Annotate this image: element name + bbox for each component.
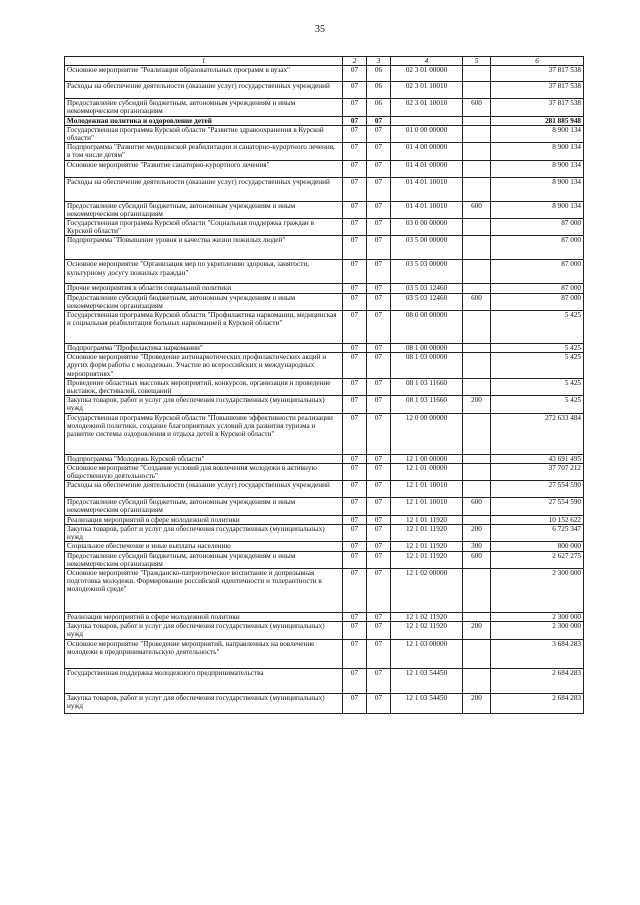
cell-section: 07 [343,82,367,99]
cell-section: 07 [343,311,367,344]
cell-amount: 8 900 134 [491,177,584,201]
cell-amount: 87 000 [491,293,584,310]
cell-amount: 3 684 283 [491,639,584,668]
cell-expense-type [463,639,491,668]
cell-expense-type [463,612,491,621]
cell-subsection: 07 [367,293,391,310]
cell-section: 07 [343,143,367,160]
cell-expense-type [463,413,491,454]
cell-section: 07 [343,284,367,293]
cell-target-article: 12 0 00 00000 [391,413,463,454]
cell-subsection: 07 [367,116,391,125]
cell-section: 07 [343,99,367,116]
cell-amount: 8 900 134 [491,160,584,177]
cell-amount: 5 425 [491,344,584,353]
cell-section: 07 [343,668,367,693]
cell-amount: 2 684 283 [491,693,584,713]
cell-subsection: 06 [367,66,391,82]
cell-section: 07 [343,116,367,125]
cell-amount: 87 000 [491,284,584,293]
cell-subsection: 07 [367,524,391,541]
cell-target-article: 01 0 00 00000 [391,125,463,142]
cell-subsection: 07 [367,344,391,353]
cell-subsection: 07 [367,413,391,454]
table-row [65,201,584,218]
cell-section: 07 [343,353,367,379]
cell-subsection: 07 [367,612,391,621]
cell-target-article: 03 5 03 12460 [391,293,463,310]
cell-subsection: 07 [367,260,391,284]
cell-expense-type [463,260,491,284]
cell-subsection: 07 [367,515,391,524]
cell-name: Закупка товаров, работ и услуг для обеспечения государственных (муниципальных) нужд [65,622,343,639]
cell-section: 07 [343,236,367,260]
cell-name: Закупка товаров, работ и услуг для обеспечения государственных (муниципальных) нужд [65,524,343,541]
table-row [65,622,584,639]
table-row [65,481,584,498]
cell-subsection: 07 [367,693,391,713]
table-row [65,568,584,612]
cell-section: 07 [343,396,367,413]
cell-target-article: 12 1 01 11920 [391,542,463,551]
budget-table [64,56,584,714]
cell-section: 07 [343,498,367,515]
column-header-name: 1 [65,57,343,66]
cell-target-article: 12 1 01 10010 [391,498,463,515]
cell-expense-type [463,454,491,463]
column-header-sum: 6 [491,57,584,66]
cell-expense-type: 300 [463,542,491,551]
cell-amount: 8 900 134 [491,125,584,142]
cell-amount: 37 707 212 [491,463,584,480]
cell-subsection: 07 [367,125,391,142]
cell-subsection: 07 [367,568,391,612]
cell-name: Расходы на обеспечение деятельности (оказание услуг) государственных учреждений [65,82,343,99]
cell-expense-type [463,568,491,612]
cell-subsection: 07 [367,463,391,480]
cell-section: 07 [343,515,367,524]
cell-name: Основное мероприятие "Гражданско-патриотическое воспитание и допризывная подготовка молодежи. Формирование российской идентичности и толерантности в молодежной среде" [65,568,343,612]
cell-expense-type [463,236,491,260]
cell-name: Расходы на обеспечение деятельности (оказание услуг) государственных учреждений [65,481,343,498]
cell-section: 07 [343,551,367,568]
table-row [65,378,584,395]
cell-expense-type: 200 [463,622,491,639]
cell-target-article: 12 1 01 00000 [391,463,463,480]
cell-amount: 281 885 948 [491,116,584,125]
cell-expense-type: 200 [463,693,491,713]
cell-amount: 37 817 538 [491,99,584,116]
cell-target-article: 08 1 00 00000 [391,344,463,353]
cell-expense-type: 600 [463,551,491,568]
cell-expense-type [463,463,491,480]
cell-subsection: 07 [367,551,391,568]
table-row [65,413,584,454]
cell-amount: 2 300 000 [491,568,584,612]
table-row [65,82,584,99]
cell-amount: 8 900 134 [491,201,584,218]
cell-target-article: 12 1 01 11920 [391,551,463,568]
cell-subsection: 07 [367,396,391,413]
cell-name: Основное мероприятие "Проведение антинаркотических профилактических акций и других форм работы с молодежью. Участие во всероссийских и международных мероприятиях" [65,353,343,379]
cell-section: 07 [343,293,367,310]
cell-target-article: 02 3 01 10010 [391,82,463,99]
page-number: 35 [315,24,325,35]
cell-section: 07 [343,66,367,82]
cell-name: Расходы на обеспечение деятельности (оказание услуг) государственных учреждений [65,177,343,201]
table-row [65,99,584,116]
cell-amount: 800 000 [491,542,584,551]
cell-subsection: 07 [367,353,391,379]
table-row [65,515,584,524]
cell-amount: 6 725 347 [491,524,584,541]
cell-target-article: 02 3 01 10010 [391,99,463,116]
cell-target-article: 08 1 03 00000 [391,353,463,379]
cell-subsection: 07 [367,454,391,463]
cell-subsection: 07 [367,481,391,498]
cell-amount: 87 000 [491,260,584,284]
cell-expense-type: 600 [463,201,491,218]
column-header-rz: 2 [343,57,367,66]
table-row [65,284,584,293]
table-header-row [65,57,584,66]
table-row [65,353,584,379]
cell-name: Подпрограмма "Профилактика наркомании" [65,344,343,353]
cell-name: Основное мероприятие "Организация мер по укреплению здоровья, занятости, культурному досугу пожилых граждан" [65,260,343,284]
cell-target-article: 12 1 02 11920 [391,612,463,621]
cell-section: 07 [343,378,367,395]
cell-name: Подпрограмма "Развитие медицинской реабилитации и санаторно-курортного лечения, в том числе детям" [65,143,343,160]
cell-expense-type [463,143,491,160]
cell-name: Государственная программа Курской области "Повышение эффективности реализации молодежной политики, создание благоприятных условий для развития туризма и развитие системы оздоровления и отдыха детей в Курской области" [65,413,343,454]
cell-expense-type [463,66,491,82]
cell-expense-type [463,481,491,498]
cell-subsection: 07 [367,622,391,639]
cell-subsection: 07 [367,236,391,260]
cell-target-article: 01 4 00 00000 [391,143,463,160]
cell-expense-type [463,344,491,353]
cell-name: Государственная программа Курской области "Профилактика наркомании, медицинская и социальная реабилитация больных наркоманией в Курской области" [65,311,343,344]
cell-amount: 37 817 538 [491,82,584,99]
cell-section: 07 [343,463,367,480]
cell-expense-type [463,160,491,177]
cell-name: Государственная программа Курской области "Социальная поддержка граждан в Курской области" [65,219,343,236]
table-row [65,693,584,713]
cell-expense-type: 600 [463,99,491,116]
cell-section: 07 [343,177,367,201]
table-row [65,219,584,236]
cell-section: 07 [343,622,367,639]
table-row [65,260,584,284]
cell-target-article: 01 4 01 10010 [391,177,463,201]
cell-expense-type [463,177,491,201]
cell-section: 07 [343,524,367,541]
cell-amount: 2 300 000 [491,612,584,621]
cell-expense-type [463,378,491,395]
cell-expense-type: 200 [463,396,491,413]
table-body [65,66,584,713]
cell-expense-type [463,284,491,293]
table-row [65,396,584,413]
cell-subsection: 07 [367,378,391,395]
table-row [65,177,584,201]
cell-target-article: 08 1 03 11660 [391,378,463,395]
cell-section: 07 [343,454,367,463]
cell-amount: 27 554 590 [491,498,584,515]
cell-expense-type: 200 [463,524,491,541]
cell-subsection: 07 [367,542,391,551]
cell-name: Прочие мероприятия в области социальной политики [65,284,343,293]
cell-target-article: 12 1 03 54450 [391,668,463,693]
table-row [65,551,584,568]
cell-name: Предоставление субсидий бюджетным, автономным учреждениям и иным некоммерческим организациям [65,99,343,116]
table-row [65,293,584,310]
cell-name: Основное мероприятие "Проведение мероприятий, направленных на вовлечение молодежи в предпринимательскую деятельность" [65,639,343,668]
cell-subsection: 06 [367,99,391,116]
table-row [65,498,584,515]
cell-section: 07 [343,693,367,713]
cell-section: 07 [343,219,367,236]
table-row [65,116,584,125]
cell-target-article: 08 0 00 00000 [391,311,463,344]
cell-section: 07 [343,413,367,454]
table-row [65,311,584,344]
cell-amount: 5 425 [491,378,584,395]
table-row [65,160,584,177]
cell-name: Проведение областных массовых мероприятий, конкурсов, организация и проведение выставок, фестивалей, совещаний [65,378,343,395]
table-row [65,524,584,541]
cell-expense-type: 600 [463,293,491,310]
table-row [65,236,584,260]
cell-target-article: 08 1 03 11660 [391,396,463,413]
cell-target-article: 12 1 02 00000 [391,568,463,612]
cell-amount: 43 691 495 [491,454,584,463]
cell-name: Закупка товаров, работ и услуг для обеспечения государственных (муниципальных) нужд [65,396,343,413]
cell-name: Закупка товаров, работ и услуг для обеспечения государственных (муниципальных) нужд [65,693,343,713]
table-row [65,143,584,160]
cell-target-article: 12 1 01 10010 [391,481,463,498]
table-row [65,454,584,463]
cell-amount: 5 425 [491,396,584,413]
cell-section: 07 [343,568,367,612]
cell-target-article: 12 1 01 11920 [391,524,463,541]
cell-subsection: 07 [367,668,391,693]
cell-target-article: 03 5 03 12460 [391,284,463,293]
cell-name: Государственная поддержка молодежного предпринимательства [65,668,343,693]
cell-amount: 27 554 590 [491,481,584,498]
cell-amount: 2 684 283 [491,668,584,693]
cell-section: 07 [343,125,367,142]
cell-expense-type [463,82,491,99]
cell-subsection: 07 [367,284,391,293]
column-header-pr: 3 [367,57,391,66]
cell-subsection: 07 [367,177,391,201]
cell-subsection: 07 [367,639,391,668]
cell-target-article: 02 3 01 00000 [391,66,463,82]
cell-name: Реализация мероприятий в сфере молодежной политики [65,612,343,621]
cell-amount: 87 000 [491,236,584,260]
cell-expense-type [463,219,491,236]
cell-section: 07 [343,201,367,218]
cell-name: Основное мероприятие "Развитие санаторно-курортного лечения" [65,160,343,177]
cell-section: 07 [343,612,367,621]
cell-name: Подпрограмма "Повышение уровня и качества жизни пожилых людей" [65,236,343,260]
table-row [65,639,584,668]
cell-target-article [391,116,463,125]
column-header-csr: 4 [391,57,463,66]
cell-amount: 8 900 134 [491,143,584,160]
cell-amount: 5 425 [491,311,584,344]
cell-amount: 10 152 622 [491,515,584,524]
cell-name: Предоставление субсидий бюджетным, автономным учреждениям и иным некоммерческим организациям [65,551,343,568]
cell-target-article: 12 1 00 00000 [391,454,463,463]
cell-subsection: 07 [367,143,391,160]
cell-name: Основное мероприятие "Создание условий для вовлечения молодежи в активную общественную деятельность" [65,463,343,480]
table-row [65,542,584,551]
table-row [65,66,584,82]
cell-target-article: 03 5 03 00000 [391,260,463,284]
cell-amount: 5 425 [491,353,584,379]
cell-amount: 2 627 275 [491,551,584,568]
cell-target-article: 12 1 03 00000 [391,639,463,668]
cell-expense-type [463,311,491,344]
cell-expense-type [463,668,491,693]
cell-section: 07 [343,160,367,177]
cell-section: 07 [343,639,367,668]
cell-subsection: 07 [367,201,391,218]
table-row [65,463,584,480]
cell-target-article: 01 4 01 10010 [391,201,463,218]
table-row [65,612,584,621]
cell-amount: 2 300 000 [491,622,584,639]
cell-name: Подпрограмма "Молодежь Курской области" [65,454,343,463]
cell-subsection: 07 [367,219,391,236]
cell-target-article: 03 0 00 00000 [391,219,463,236]
cell-expense-type [463,353,491,379]
cell-amount: 37 817 538 [491,66,584,82]
cell-amount: 272 633 484 [491,413,584,454]
cell-expense-type [463,125,491,142]
cell-name: Реализация мероприятий в сфере молодежной политики [65,515,343,524]
table-row [65,125,584,142]
cell-section: 07 [343,260,367,284]
cell-target-article: 01 4 01 00000 [391,160,463,177]
cell-expense-type: 600 [463,498,491,515]
cell-subsection: 07 [367,160,391,177]
cell-name: Предоставление субсидий бюджетным, автономным учреждениям и иным некоммерческим организациям [65,293,343,310]
cell-target-article: 12 1 01 11920 [391,515,463,524]
cell-expense-type [463,515,491,524]
cell-section: 07 [343,481,367,498]
cell-name: Государственная программа Курской области "Развитие здравоохранения в Курской области" [65,125,343,142]
cell-target-article: 12 1 02 11920 [391,622,463,639]
cell-subsection: 06 [367,82,391,99]
cell-name: Молодежная политика и оздоровление детей [65,116,343,125]
cell-name: Основное мероприятие "Реализация образовательных программ в вузах" [65,66,343,82]
cell-amount: 87 000 [491,219,584,236]
cell-target-article: 12 1 03 54450 [391,693,463,713]
column-header-vr: 5 [463,57,491,66]
table-row [65,668,584,693]
cell-section: 07 [343,542,367,551]
cell-name: Предоставление субсидий бюджетным, автономным учреждениям и иным некоммерческим организациям [65,498,343,515]
cell-target-article: 03 5 00 00000 [391,236,463,260]
cell-expense-type [463,116,491,125]
cell-section: 07 [343,344,367,353]
cell-name: Социальное обеспечение и иные выплаты населению [65,542,343,551]
cell-subsection: 07 [367,498,391,515]
table-row [65,344,584,353]
cell-subsection: 07 [367,311,391,344]
cell-name: Предоставление субсидий бюджетным, автономным учреждениям и иным некоммерческим организациям [65,201,343,218]
